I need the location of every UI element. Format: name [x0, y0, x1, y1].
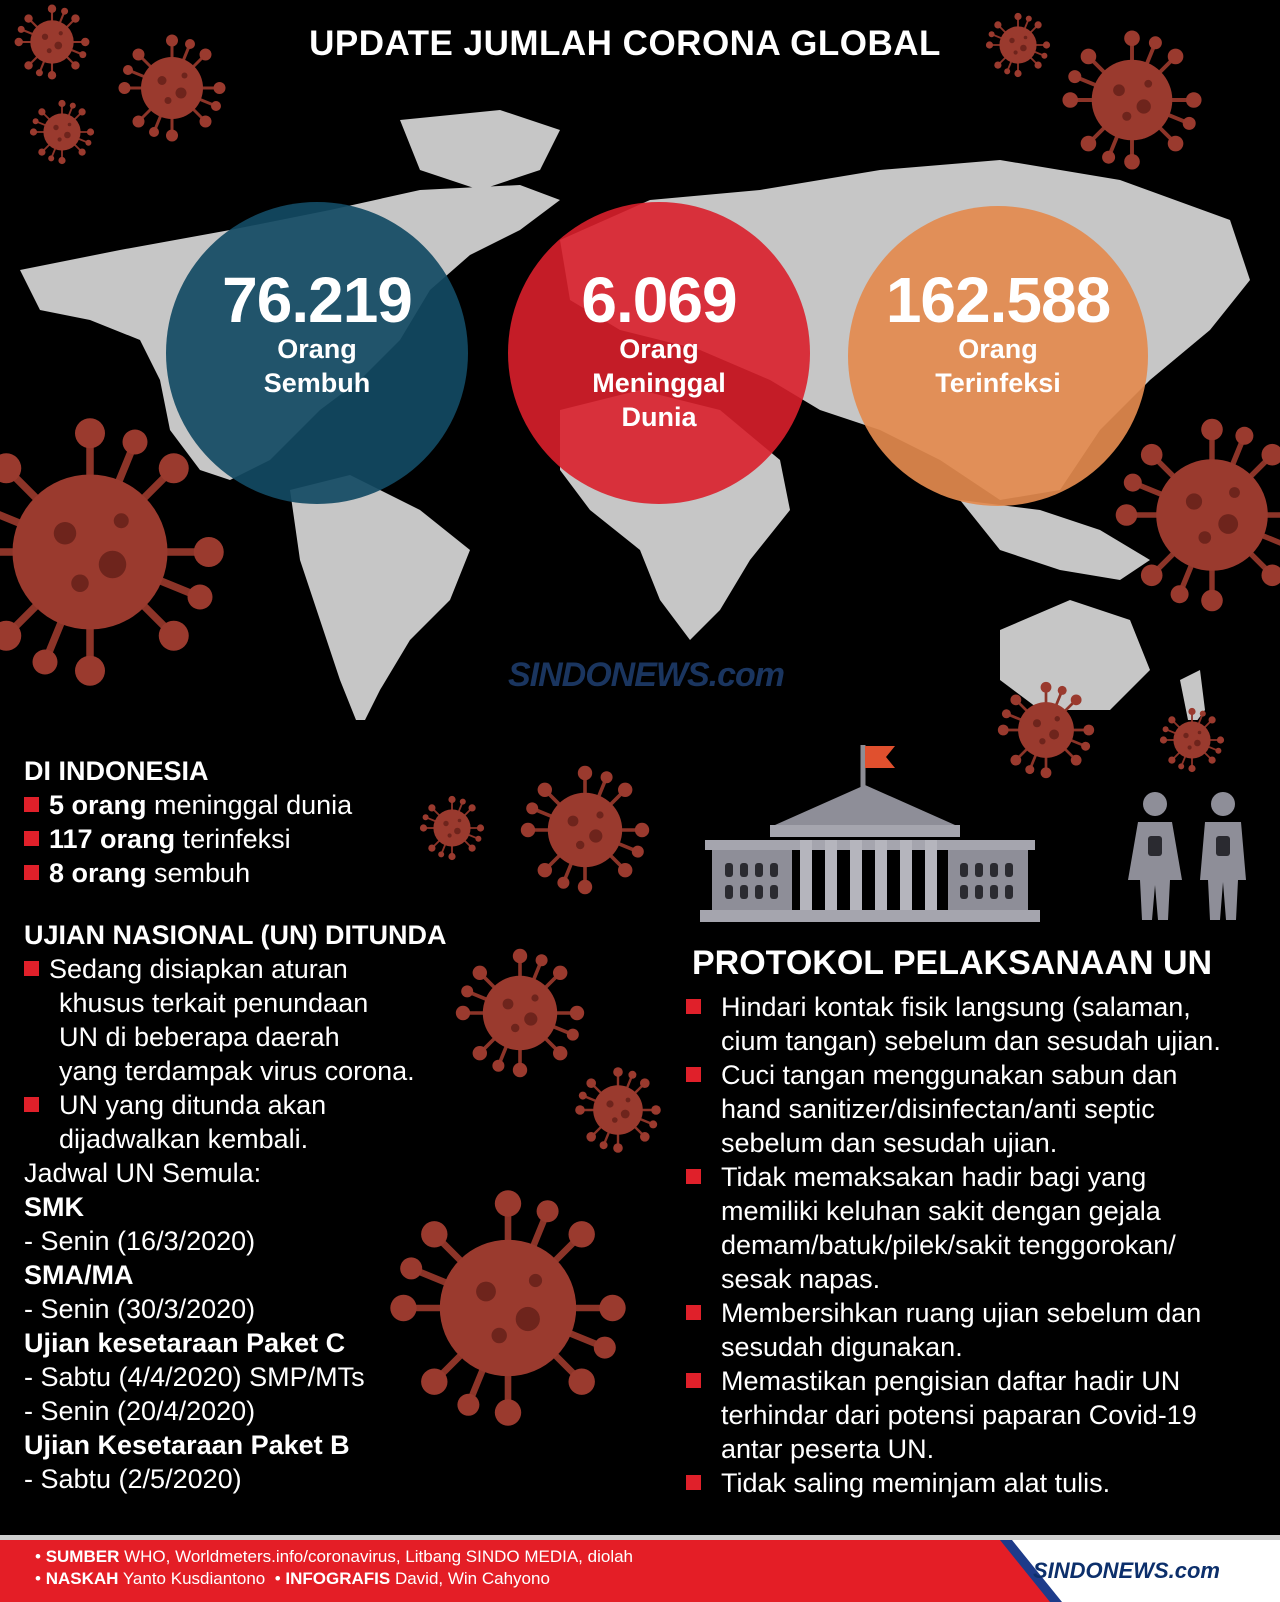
virus-icon: [456, 949, 584, 1077]
stat-deaths: [508, 202, 810, 504]
stat-deaths-number: 6.069: [581, 264, 737, 336]
text-line: yang terdampak virus corona.: [59, 1056, 415, 1086]
schedule-label: SMK: [24, 1192, 84, 1222]
virus-icon: [0, 418, 224, 686]
stat-recovered: [166, 202, 468, 504]
schedule-date: - Senin (20/4/2020): [24, 1396, 256, 1426]
footer-credits: • SUMBER WHO, Worldmeters.info/coronavirus, Litbang SINDO MEDIA, diolah • NASKAH Yanto Kusdiantono • INFOGRAFIS David, Win Cahyono: [35, 1547, 634, 1588]
stat-label: Orang: [619, 334, 699, 364]
bullet-icon: [686, 1373, 701, 1388]
stat-infected-number: 162.588: [885, 264, 1111, 336]
list-item: 117 orang terinfeksi: [24, 822, 352, 856]
stat-label: Meninggal: [592, 368, 726, 398]
footer-logo: SINDONEWS.com: [1032, 1558, 1220, 1583]
bullet-icon: [686, 1169, 701, 1184]
stat-label: Terinfeksi: [935, 368, 1061, 398]
students-icon: [1120, 790, 1260, 930]
list-item: Tidak saling meminjam alat tulis.: [686, 1466, 1271, 1500]
indonesia-heading: DI INDONESIA: [24, 756, 209, 786]
schedule-heading: Jadwal UN Semula:: [24, 1158, 262, 1188]
virus-icon: [420, 796, 484, 860]
virus-icon: [30, 100, 94, 164]
bullet-icon: [686, 999, 701, 1014]
bullet-icon: [686, 1305, 701, 1320]
schedule-date: - Sabtu (4/4/2020) SMP/MTs: [24, 1362, 365, 1392]
page-title: UPDATE JUMLAH CORONA GLOBAL: [309, 24, 941, 63]
text-line: UN di beberapa daerah: [59, 1022, 340, 1052]
list-item: UN yang ditunda akan: [24, 1088, 447, 1122]
protocol-heading: PROTOKOL PELAKSANAAN UN: [692, 944, 1213, 982]
list-item: Membersihkan ruang ujian sebelum dan sesudah digunakan.: [686, 1296, 1271, 1364]
schedule-date: - Senin (16/3/2020): [24, 1226, 256, 1256]
virus-icon: [1116, 419, 1280, 612]
schedule-date: - Senin (30/3/2020): [24, 1294, 256, 1324]
list-item: Hindari kontak fisik langsung (salaman, cium tangan) sebelum dan sesudah ujian.: [686, 990, 1271, 1058]
list-item: Tidak memaksakan hadir bagi yang memiliki keluhan sakit dengan gejala demam/batuk/pilek/sakit tenggorokan/ sesak napas.: [686, 1160, 1271, 1296]
schedule-label: SMA/MA: [24, 1260, 134, 1290]
school-building-icon: [700, 740, 1040, 930]
bullet-icon: [24, 1097, 39, 1112]
stat-label: Sembuh: [263, 368, 371, 398]
stat-label: Dunia: [621, 402, 697, 432]
schedule-date: - Sabtu (2/5/2020): [24, 1464, 242, 1494]
virus-icon: [575, 1067, 661, 1153]
stat-recovered-number: 76.219: [222, 264, 412, 336]
bullet-icon: [24, 961, 39, 976]
footer: [0, 1540, 1280, 1602]
text-line: khusus terkait penundaan: [59, 988, 369, 1018]
un-section: [24, 918, 447, 1496]
list-item: 5 orang meninggal dunia: [24, 788, 352, 822]
un-heading: UJIAN NASIONAL (UN) DITUNDA: [24, 920, 447, 950]
indonesia-section: [24, 754, 352, 890]
bullet-icon: [24, 865, 39, 880]
schedule-label: Ujian kesetaraan Paket C: [24, 1328, 346, 1358]
list-item: Sedang disiapkan aturan: [24, 952, 447, 986]
list-item: Cuci tangan menggunakan sabun dan hand sanitizer/disinfectan/anti septic sebelum dan sesudah ujian.: [686, 1058, 1271, 1160]
sindonews-watermark: SINDONEWS.com: [508, 656, 785, 694]
bullet-icon: [24, 797, 39, 812]
text-line: dijadwalkan kembali.: [59, 1124, 309, 1154]
protocol-list: [686, 990, 1271, 1500]
list-item: Memastikan pengisian daftar hadir UN terhindar dari potensi paparan Covid-19 antar peserta UN.: [686, 1364, 1271, 1466]
stat-label: Orang: [277, 334, 357, 364]
schedule-label: Ujian Kesetaraan Paket B: [24, 1430, 350, 1460]
list-item: 8 orang sembuh: [24, 856, 352, 890]
virus-icon: [1160, 708, 1224, 772]
stat-infected: [848, 206, 1148, 506]
stat-label: Orang: [958, 334, 1038, 364]
virus-icon: [521, 766, 649, 894]
bullet-icon: [686, 1475, 701, 1490]
bullet-icon: [24, 831, 39, 846]
bullet-icon: [686, 1067, 701, 1082]
